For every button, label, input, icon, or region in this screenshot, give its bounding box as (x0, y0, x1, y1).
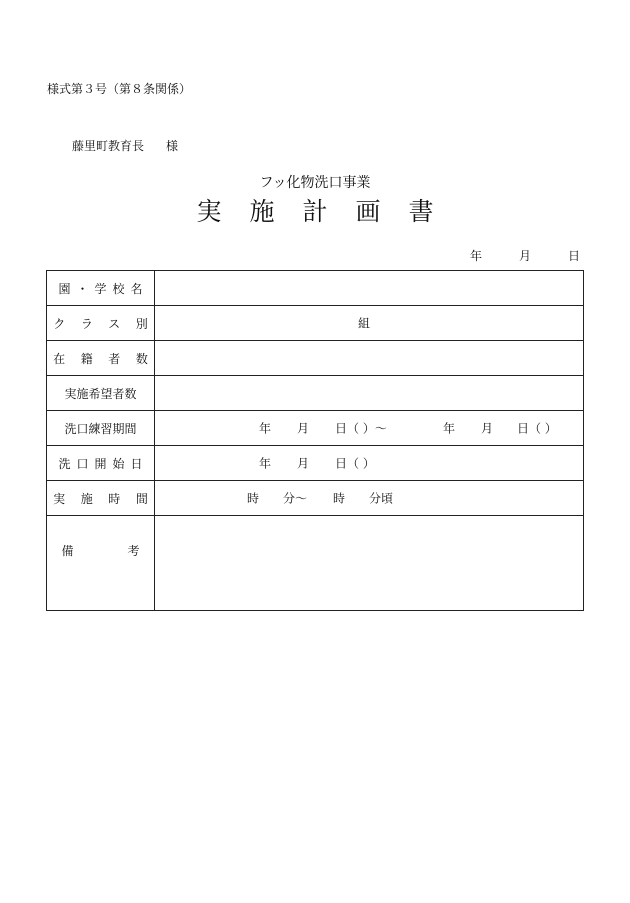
practice-end-year: 年 (443, 421, 456, 436)
document-title (0, 192, 630, 228)
time-field[interactable] (155, 481, 584, 516)
label-cell (47, 341, 164, 376)
time-hour-end: 時 (333, 491, 346, 506)
time-hour-start: 時 (247, 491, 260, 506)
title-char: 計 (302, 197, 328, 226)
applicants-count-field[interactable] (155, 376, 584, 411)
label-cell (47, 271, 155, 306)
start-month: 月 (297, 456, 310, 471)
title-char: 施 (249, 197, 275, 226)
label-cell (47, 376, 155, 411)
table-row-school (47, 271, 584, 306)
label-cell (47, 306, 164, 341)
start-year: 年 (259, 456, 272, 471)
start-day: 日（ ） (335, 456, 375, 471)
table-row-class (47, 306, 584, 341)
table-row-time (47, 481, 584, 516)
addressee-name: 藤里町教育長 (72, 139, 145, 153)
plan-form-table (46, 270, 584, 611)
title-char: 実 (196, 197, 222, 226)
class-field[interactable] (155, 306, 584, 341)
remarks-field[interactable] (155, 516, 584, 611)
practice-start-day: 日（ ）～ (335, 421, 387, 436)
label-cell (47, 516, 194, 611)
table-row-remarks (47, 516, 584, 611)
class-label: クラス別 (53, 316, 164, 331)
start-date-label: 洗口開始日 (58, 456, 149, 471)
time-minute-start: 分～ (283, 491, 308, 506)
label-cell (47, 446, 155, 481)
title-char: 書 (408, 197, 434, 226)
addressee-honorific: 様 (166, 139, 179, 153)
addressee (72, 137, 178, 154)
enrolled-label: 在籍者数 (53, 351, 164, 366)
remarks-label: 備考 (61, 544, 194, 558)
school-name-field[interactable] (155, 271, 584, 306)
practice-start-month: 月 (297, 421, 310, 436)
school-name-label: 園・学校名 (58, 281, 149, 296)
label-cell (47, 411, 155, 446)
applicants-label: 実施希望者数 (64, 386, 137, 401)
date-year: 年 (470, 249, 483, 263)
submission-date (470, 247, 580, 264)
table-row-start-date (47, 446, 584, 481)
table-row-practice-period (47, 411, 584, 446)
table-row-applicants (47, 376, 584, 411)
start-date-field[interactable] (155, 446, 584, 481)
practice-period-field[interactable] (155, 411, 584, 446)
enrolled-count-field[interactable] (155, 341, 584, 376)
table-row-enrolled (47, 341, 584, 376)
time-label: 実施時間 (53, 491, 164, 506)
practice-start-year: 年 (259, 421, 272, 436)
date-day: 日 (567, 249, 580, 263)
time-minute-end: 分頃 (369, 491, 394, 506)
practice-end-day: 日（ ） (517, 421, 557, 436)
date-month: 月 (518, 249, 531, 263)
label-cell (47, 481, 164, 516)
title-char: 画 (355, 197, 381, 226)
practice-end-month: 月 (481, 421, 494, 436)
form-reference: 様式第３号（第８条関係） (47, 82, 192, 96)
class-unit: 組 (358, 316, 371, 331)
document-subtitle: フッ化物洗口事業 (259, 175, 371, 191)
practice-period-label: 洗口練習期間 (64, 421, 137, 436)
